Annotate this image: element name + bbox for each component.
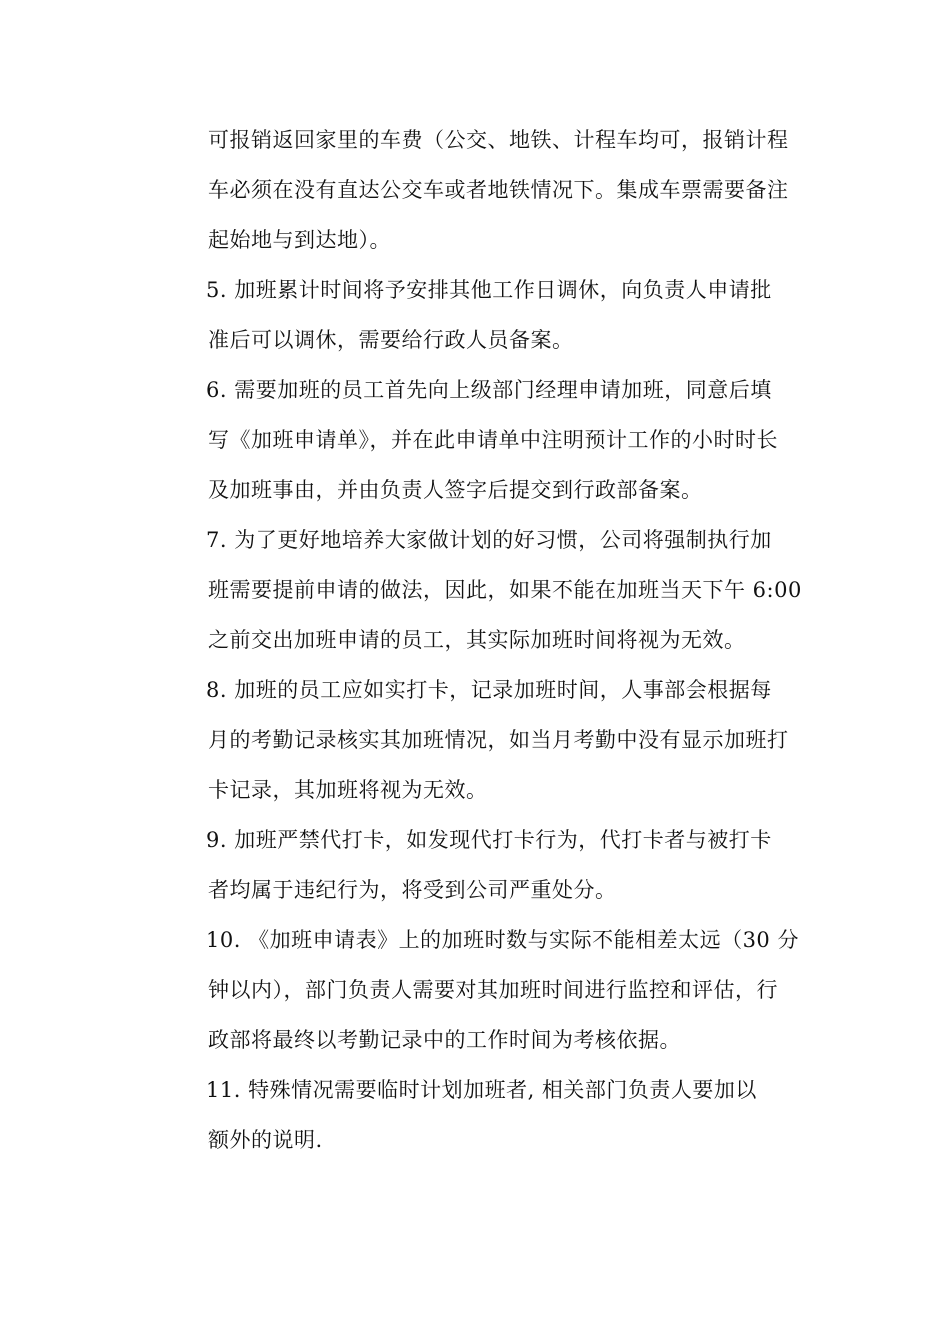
list-item-10: 10. 《加班申请表》上的加班时数与实际不能相差太远（30 分 bbox=[206, 928, 799, 952]
text-line: 额外的说明. bbox=[208, 1128, 323, 1152]
text-line: 钟以内），部门负责人需要对其加班时间进行监控和评估，行 bbox=[208, 978, 778, 1002]
list-item-6: 6. 需要加班的员工首先向上级部门经理申请加班，同意后填 bbox=[206, 378, 772, 402]
text-line: 月的考勤记录核实其加班情况，如当月考勤中没有显示加班打 bbox=[208, 728, 789, 752]
list-item-9: 9. 加班严禁代打卡，如发现代打卡行为，代打卡者与被打卡 bbox=[206, 828, 772, 852]
list-item-11: 11. 特殊情况需要临时计划加班者, 相关部门负责人要加以 bbox=[206, 1078, 757, 1102]
text-line: 起始地与到达地）。 bbox=[208, 228, 391, 252]
text-line: 政部将最终以考勤记录中的工作时间为考核依据。 bbox=[208, 1028, 681, 1052]
text-line: 车必须在没有直达公交车或者地铁情况下。集成车票需要备注 bbox=[208, 178, 789, 202]
text-line: 准后可以调休，需要给行政人员备案。 bbox=[208, 328, 574, 352]
list-item-7: 7. 为了更好地培养大家做计划的好习惯，公司将强制执行加 bbox=[206, 528, 772, 552]
text-line: 写《加班申请单》，并在此申请单中注明预计工作的小时时长 bbox=[208, 428, 778, 452]
text-line: 及加班事由，并由负责人签字后提交到行政部备案。 bbox=[208, 478, 703, 502]
text-line: 者均属于违纪行为，将受到公司严重处分。 bbox=[208, 878, 617, 902]
text-line: 班需要提前申请的做法，因此，如果不能在加班当天下午 6:00 bbox=[208, 578, 802, 602]
list-item-8: 8. 加班的员工应如实打卡，记录加班时间，人事部会根据每 bbox=[206, 678, 772, 702]
text-line: 可报销返回家里的车费（公交、地铁、计程车均可，报销计程 bbox=[208, 128, 789, 152]
list-item-5: 5. 加班累计时间将予安排其他工作日调休，向负责人申请批 bbox=[206, 278, 772, 302]
text-line: 卡记录，其加班将视为无效。 bbox=[208, 778, 488, 802]
text-line: 之前交出加班申请的员工，其实际加班时间将视为无效。 bbox=[208, 628, 746, 652]
